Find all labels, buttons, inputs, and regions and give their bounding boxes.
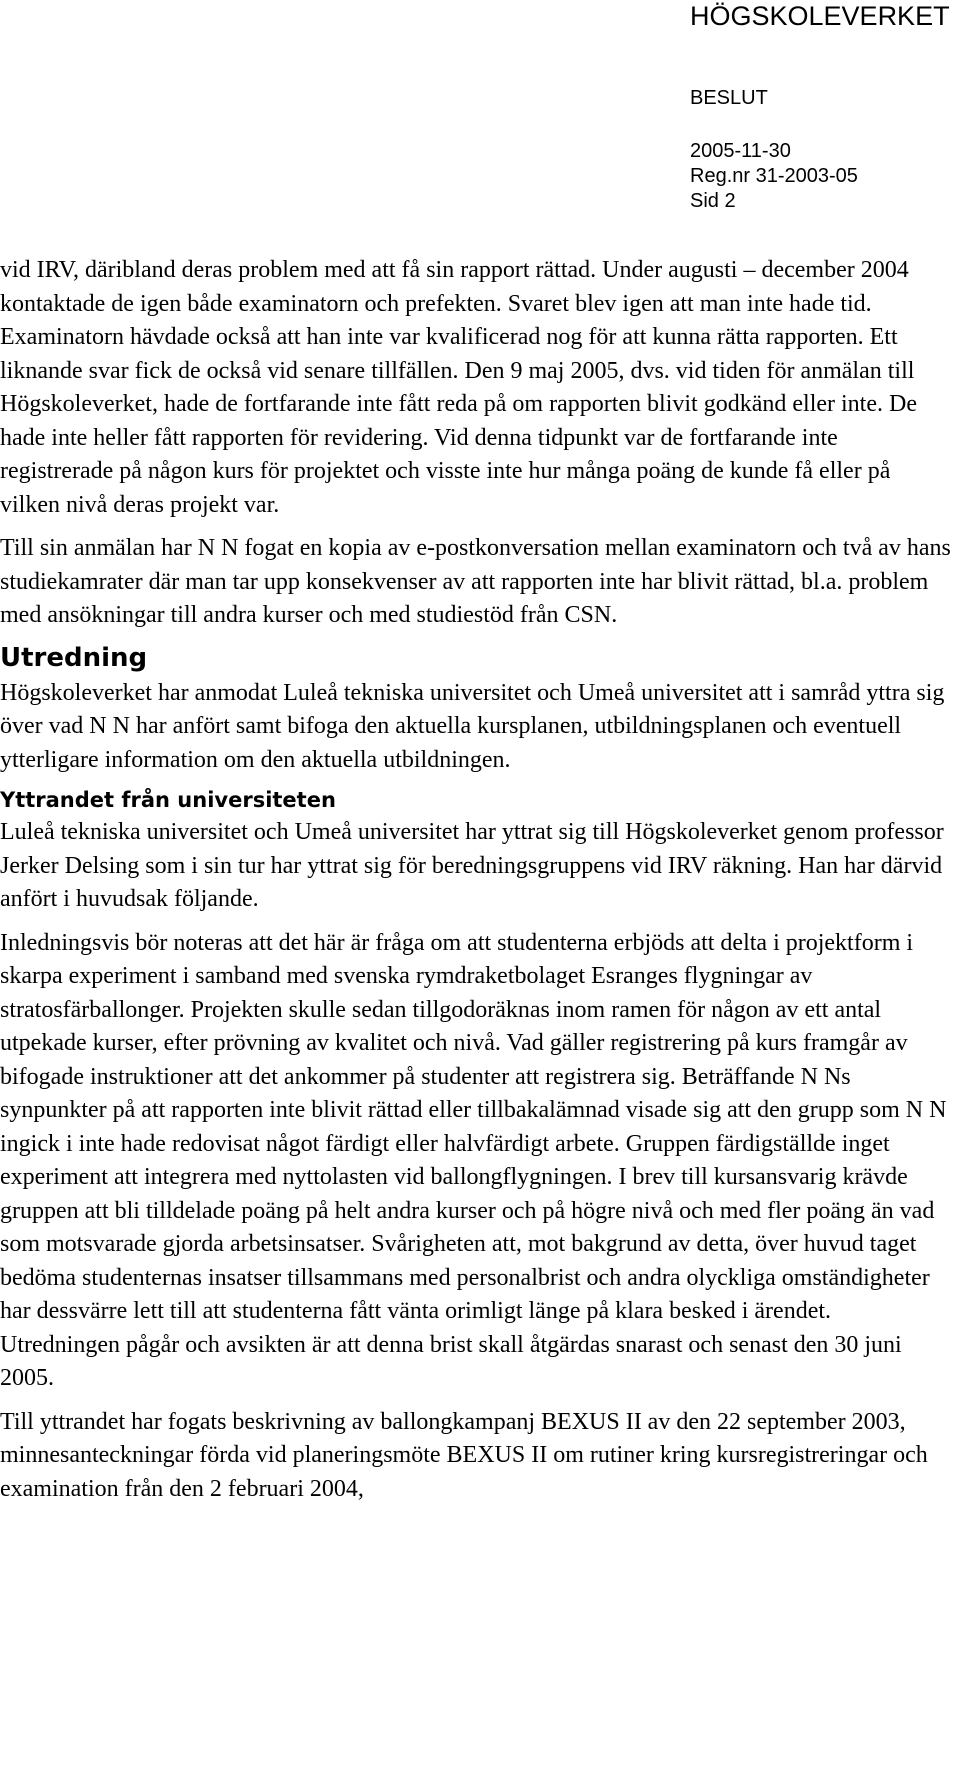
page-number: Sid 2: [690, 190, 736, 212]
section-heading-utredning: Utredning: [0, 642, 148, 673]
paragraph: vid IRV, däribland deras problem med att få sin rapport rättad. Under augusti – december 2004 kontaktade de igen både examinatorn och prefekten. Svaret blev igen att man inte hade tid. Examinatorn hävdade också att han inte var kvalificerad nog för att kunna rätta rapporten. Ett liknande svar fick de också vid senare tillfällen. Den 9 maj 2005, dvs. vid tiden för anmälan till Högskoleverket, hade de fortfarande inte fått reda på om rapporten blivit godkänd eller inte. De hade inte heller fått rapporten för revidering. Vid denna tidpunkt var de fortfarande inte registrerade på någon kurs för projektet och visste inte hur många poäng de kunde få eller på vilken nivå deras projekt var.: [0, 257, 917, 518]
document-date: 2005-11-30: [690, 140, 791, 162]
registration-number: Reg.nr 31-2003-05: [690, 165, 858, 187]
paragraph: Luleå tekniska universitet och Umeå universitet har yttrat sig till Högskoleverket genom professor Jerker Delsing som i sin tur har yttrat sig för beredningsgruppens vid IRV räkning. Han har därvid anfört i huvudsak följande.: [0, 819, 944, 912]
subsection-heading-yttrandet: Yttrandet från universiteten: [0, 788, 336, 812]
document-body: [0, 254, 955, 1516]
paragraph: Till yttrandet har fogats beskrivning av ballongkampanj BEXUS II av den 22 september 2003, minnesanteckningar förda vid planeringsmöte BEXUS II om rutiner kring kursregistreringar och examination från den 2 februari 2004,: [0, 1408, 928, 1502]
paragraph: Till sin anmälan har N N fogat en kopia av e-postkonversation mellan examinatorn och två av hans studiekamrater där man tar upp konsekvenser av att rapporten inte har blivit rättad, bl.a. problem med ansökningar till andra kurser och med studiestöd från CSN.: [0, 535, 951, 628]
document-meta: [690, 86, 858, 214]
organization-name: HÖGSKOLEVERKET: [690, 1, 950, 31]
document-type: BESLUT: [690, 87, 768, 109]
paragraph: Inledningsvis bör noteras att det här är fråga om att studenterna erbjöds att delta i projektform i skarpa experiment i samband med svenska rymdraketbolaget Esranges flygningar av stratosfärballonger. Projekten skulle sedan tillgodoräknas inom ramen för någon av ett antal utpekade kurser, efter prövning av kvalitet och nivå. Vad gäller registrering på kurs framgår av bifogade instruktioner att det ankommer på studenter att registrera sig. Beträffande N Ns synpunkter på att rapporten inte blivit rättad eller tillbakalämnad visade sig att den grupp som N N ingick i inte hade redovisat något färdigt eller halvfärdigt arbete. Gruppen färdigställde inget experiment att integrera med nyttolasten vid ballongflygningen. I brev till kursansvarig krävde gruppen att bli tilldelade poäng på helt andra kurser och på högre nivå och med fler poäng än vad som motsvarade gjorda arbetsinsatser. Svårigheten att, mot bakgrund av detta, över huvud taget bedöma studenternas insatser tillsammans med personalbrist och andra olyckliga omständigheter har dessvärre lett till att studenterna fått vänta orimligt länge på klara besked i ärendet. Utredningen pågår och avsikten är att denna brist skall åtgärdas snarast och senast den 30 juni 2005.: [0, 929, 947, 1391]
paragraph: Högskoleverket har anmodat Luleå tekniska universitet och Umeå universitet att i samråd yttra sig över vad N N har anfört samt bifoga den aktuella kursplanen, utbildningsplanen och eventuell ytterligare information om den aktuella utbildningen.: [0, 679, 945, 773]
